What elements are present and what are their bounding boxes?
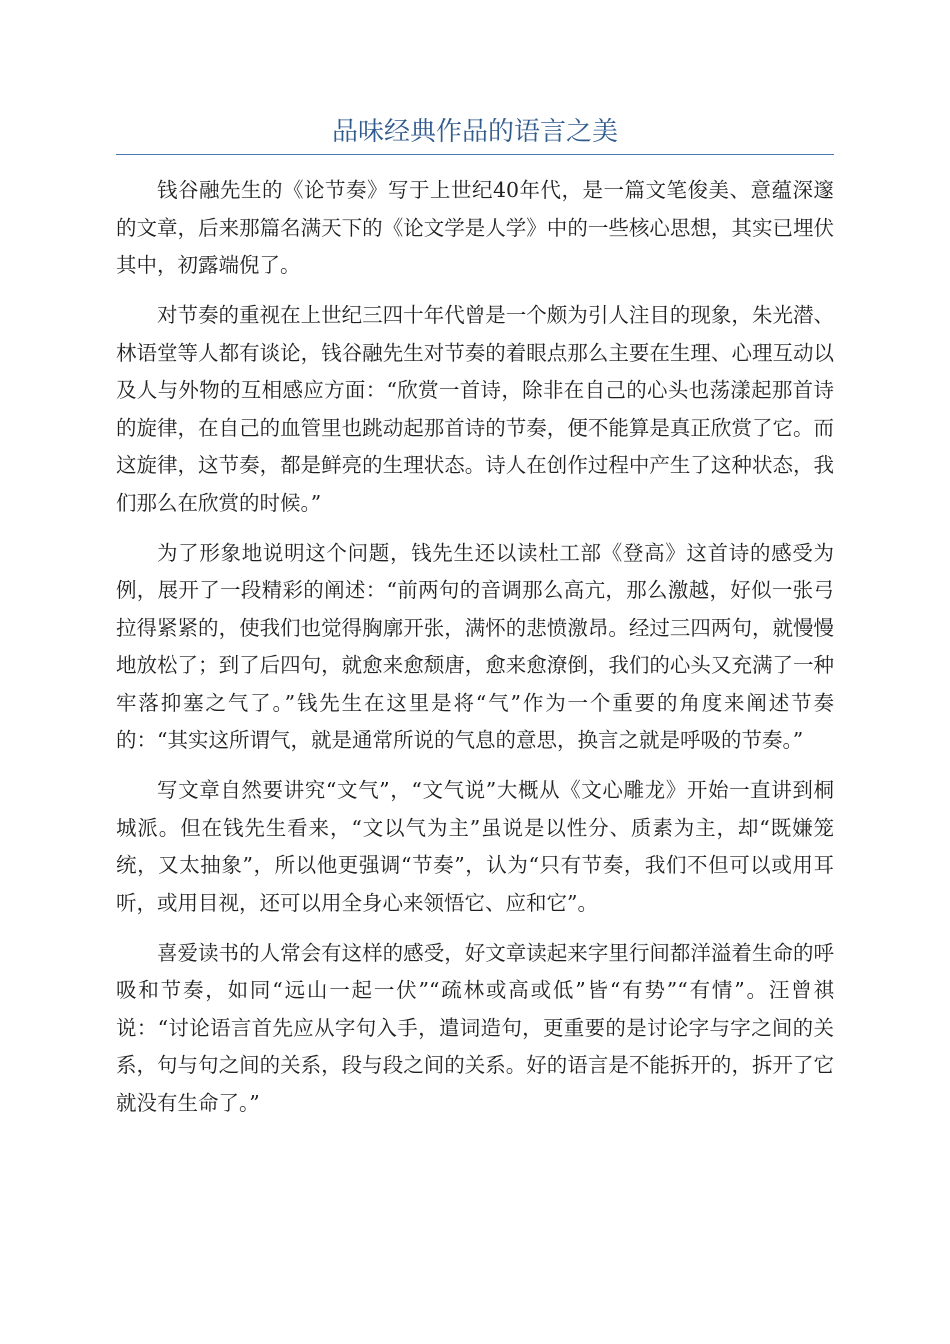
paragraph: 写文章自然要讲究“文气”，“文气说”大概从《文心雕龙》开始一直讲到桐城派。但在钱先生看来，“文以气为主”虽说是以性分、质素为主，却“既嫌笼统，又太抽象”，所以他更强调“节奏”，认为“只有节奏，我们不但可以或用耳听，或用目视，还可以用全身心来领悟它、应和它”。 [116, 778, 834, 915]
document-body [116, 172, 834, 1135]
title-underline [116, 154, 834, 155]
paragraph: 对节奏的重视在上世纪三四十年代曾是一个颇为引人注目的现象，朱光潜、林语堂等人都有谈论，钱谷融先生对节奏的着眼点那么主要在生理、心理互动以及人与外物的互相感应方面：“欣赏一首诗，除非在自己的心头也荡漾起那首诗的旋律，在自己的血管里也跳动起那首诗的节奏，便不能算是真正欣赏了它。而这旋律，这节奏，都是鲜亮的生理状态。诗人在创作过程中产生了这种状态，我们那么在欣赏的时候。” [116, 303, 834, 515]
paragraph: 喜爱读书的人常会有这样的感受，好文章读起来字里行间都洋溢着生命的呼吸和节奏，如同“远山一起一伏”“疏林或高或低”皆“有势”“有情”。汪曾祺说：“讨论语言首先应从字句入手，遣词造句，更重要的是讨论字与字之间的关系，句与句之间的关系，段与段之间的关系。好的语言是不能拆开的，拆开了它就没有生命了。” [116, 940, 834, 1115]
document-title: 品味经典作品的语言之美 [331, 117, 618, 147]
paragraph: 为了形象地说明这个问题，钱先生还以读杜工部《登高》这首诗的感受为例，展开了一段精彩的阐述：“前两句的音调那么高亢，那么激越，好似一张弓拉得紧紧的，使我们也觉得胸廓开张，满怀的悲愤激昂。经过三四两句，就慢慢地放松了；到了后四句，就愈来愈颓唐，愈来愈潦倒，我们的心头又充满了一种牢落抑塞之气了。”钱先生在这里是将“气”作为一个重要的角度来阐述节奏的：“其实这所谓气，就是通常所说的气息的意思，换言之就是呼吸的节奏。” [116, 540, 834, 752]
paragraph: 钱谷融先生的《论节奏》写于上世纪40年代，是一篇文笔俊美、意蕴深邃的文章，后来那篇名满天下的《论文学是人学》中的一些核心思想，其实已埋伏其中，初露端倪了。 [116, 178, 834, 277]
